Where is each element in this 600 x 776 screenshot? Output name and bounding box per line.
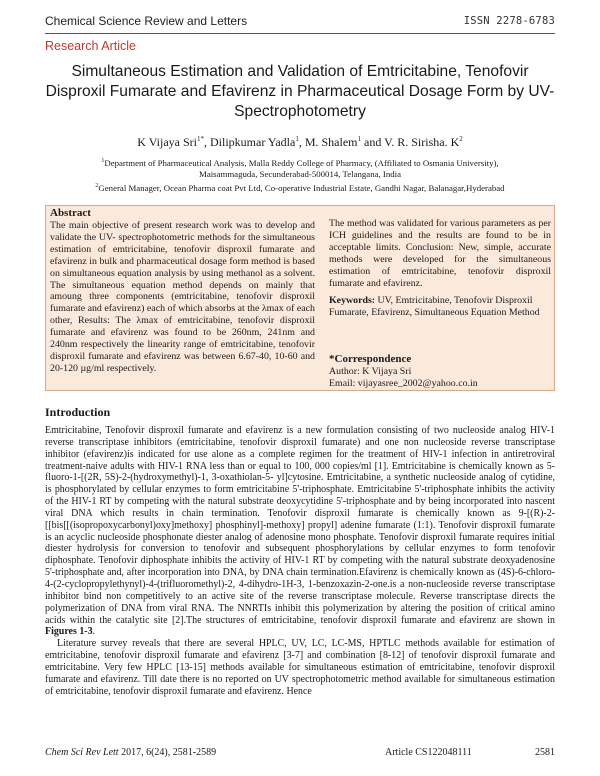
author-sup: 1* — [196, 135, 204, 143]
affiliation-2: $^2$General Manager, Ocean Pharma coat Pvt Ltd, Co-operative Industrial Estate, Gandhi Nagar, Balanagar,Hyderabad — [95, 182, 505, 193]
abstract-text-right: The method was validated for various parameters as per ICH guidelines and the results are found to be in acceptable limits. Conclusion: New, simple, accurate methods were developed for the simultaneous estimation of emtricitabine, tenofovir disproxil fumarate and efavirenz. — [329, 218, 551, 289]
author-sup: 1 — [295, 135, 299, 143]
article-type: Research Article — [45, 39, 137, 53]
author-sup: 2 — [459, 135, 463, 143]
figure-reference: Figures 1-3 — [45, 626, 93, 638]
author-list: K Vijaya Sri$^{1*}$, Dilipkumar Yadla$^1$, M. Shalem$^1$ and V. R. Sirisha. $K^2$ — [137, 135, 463, 149]
correspondence-email[interactable]: Email: vijayasree_2002@yahoo.co.in — [329, 377, 478, 389]
page-number: 2581 — [535, 747, 555, 758]
keywords-label: Keywords: — [329, 295, 376, 306]
abstract-text-left: The main objective of present research work was to develop and validate the UV- spectrophotometric methods for the simultaneous estimation of emtricitabine, tenofovir disproxil fumarate and efavirenz in bulk and pharmaceutical dosage form method is based on simultaneous equation analysis by using methanol as a solvent. The simultaneous equation method depends on mainly that amoung three components (emtricitabine, tenofovir disproxil fumarate and efavirenz) each of which absorbs at the λmax of each other, Results: The λmax of emtricitabine, tenofovir disproxil fumarate and efavirenz was found to be 260nm, 241nm and 240nm respectively the linearity range of emtricitabine, tenofovir disproxil fumarate and efavirenz was between 6.67-40, 10-60 and 20-120 µg/ml respectively. — [50, 220, 315, 374]
introduction-body — [45, 425, 555, 697]
affiliation-1: $^1$Department of Pharmaceutical Analysis, Malla Reddy College of Pharmacy, (Affiliated to Osmania University), Maisammaguda, Secunderabad-500014, Telangana, India — [101, 157, 499, 179]
header-divider — [45, 33, 555, 34]
author: V. R. Sirisha. K — [384, 135, 460, 149]
keywords-text: UV, Emtricitabine, Tenofovir Disproxil Fumarate, Efavirenz, Simultaneous Equation Method — [329, 295, 540, 318]
paragraph: Literature survey reveals that there are several HPLC, UV, LC, LC-MS, HPTLC methods available for estimation of emtricitabine, tenofovir disproxil fumarate and efavirenz [3-7] and combination [8-12] of tenofovir disproxil fumarate and emtricitabine. Very few HPLC [13-15] methods available for simultaneous estimation of emtricitabine, tenofovir disproxil fumarate and efavirenz. Till date there is no reported on UV spectrophotometric method available for simultaneous estimation of emtricitabine, tenofovir disproxil fumarate and efavirenz. Hence — [45, 638, 555, 697]
issn: ISSN 2278-6783 — [463, 15, 555, 27]
article-id: Article CS122048111 — [385, 747, 472, 758]
author: K Vijaya Sri — [137, 135, 197, 149]
keywords — [329, 295, 551, 319]
abstract-heading: Abstract — [50, 207, 91, 219]
author: M. Shalem — [304, 135, 358, 149]
author: Dilipkumar Yadla — [209, 135, 296, 149]
citation: Chem Sci Rev Lett 2017, 6(24), 2581-2589 — [45, 747, 217, 758]
author-sup: 1 — [357, 135, 361, 143]
journal-name: Chemical Science Review and Letters — [45, 14, 248, 28]
introduction-heading: Introduction — [45, 405, 111, 419]
paper-title: Simultaneous Estimation and Validation of Emtricitabine, Tenofovir Disproxil Fumarate and Efavirenz in Pharmaceutical Dosage Form by UV-Spectrophotometry — [45, 63, 555, 120]
correspondence-heading: *Correspondence — [329, 353, 412, 365]
correspondence-author: Author: K Vijaya Sri — [329, 366, 412, 377]
paragraph: Emtricitabine, Tenofovir disproxil fumarate and efavirenz is a new formulation consisting of two nucleoside analog HIV-1 reverse transcriptase inhibitors (emtricitabine, tenofovir disproxil fumarate) and one non nucleoside reverse transcriptase inhibitor (efavirenz)is indicated for use alone as a complete regimen for the treatment of HIV-1 infection in antiretroviral treatment-naive adults with HIV-1 RNA less than or equal to 100, 000 copies/ml [1]. Emtricitabine is chemically known as 5-fluoro-1-[(2R, 5S)-2-(hydroxymethyl)-1, 3-oxathiolan-5- yl]cytosine. Emtricitabine, a synthetic nucleoside analog of cytidine, is phosphorylated by cellular enzymes to form emtricitabine 5'-triphosphate. Emtricitabine 5'-triphosphate inhibits the activity of the HIV-1 RT by competing with the natural substrate deoxycytidine 5'-triphosphate and by being incorporated into nascent viral DNA which results in chain termination. Tenofovir disproxil fumarate is chemically known as 9-[(R)-2-[[bis[[(isopropoxycarbonyl)oxy]methoxy] phosphinyl]-methoxy] propyl] adenine fumarate (1:1). Tenofovir disproxil fumarate is an acyclic nucleoside phosphonate diester analog of adenosine mono phosphate. Tenofovir disproxil fumarate requires initial diester hydrolysis for conversion to tenofovir and subsequent phosphorylations by cellular enzymes to form tenofovir diphosphate. Tenofovir diphosphate inhibits the activity of HIV-1 RT by competing with the natural substrate deoxyadenosine 5'-triphosphate and, after incorporation into DNA, by DNA chain termination.Efavirenz is chemically known as (4S)-6-chloro-4-(2-cyclopropylethynyl)-4-(trifluoromethyl)-2, 4-dihydro-1H-3, 1-benzoxazin-2-one.is a non-nucleoside reverse transcriptase inhibitor bind non competitively to an active site of the reverse transcriptase molecule. Reverse transcriptase directs the polymerization of DNA from viral RNA. The NNRTIs inhibit this polymerization by altering the position of critical amino acids within the catalytic site [2].The structures of emtricitabine, tenofovir disproxil fumarate and efavirenz are shown in Figures 1-3. — [45, 425, 555, 638]
correspondence — [329, 366, 551, 390]
